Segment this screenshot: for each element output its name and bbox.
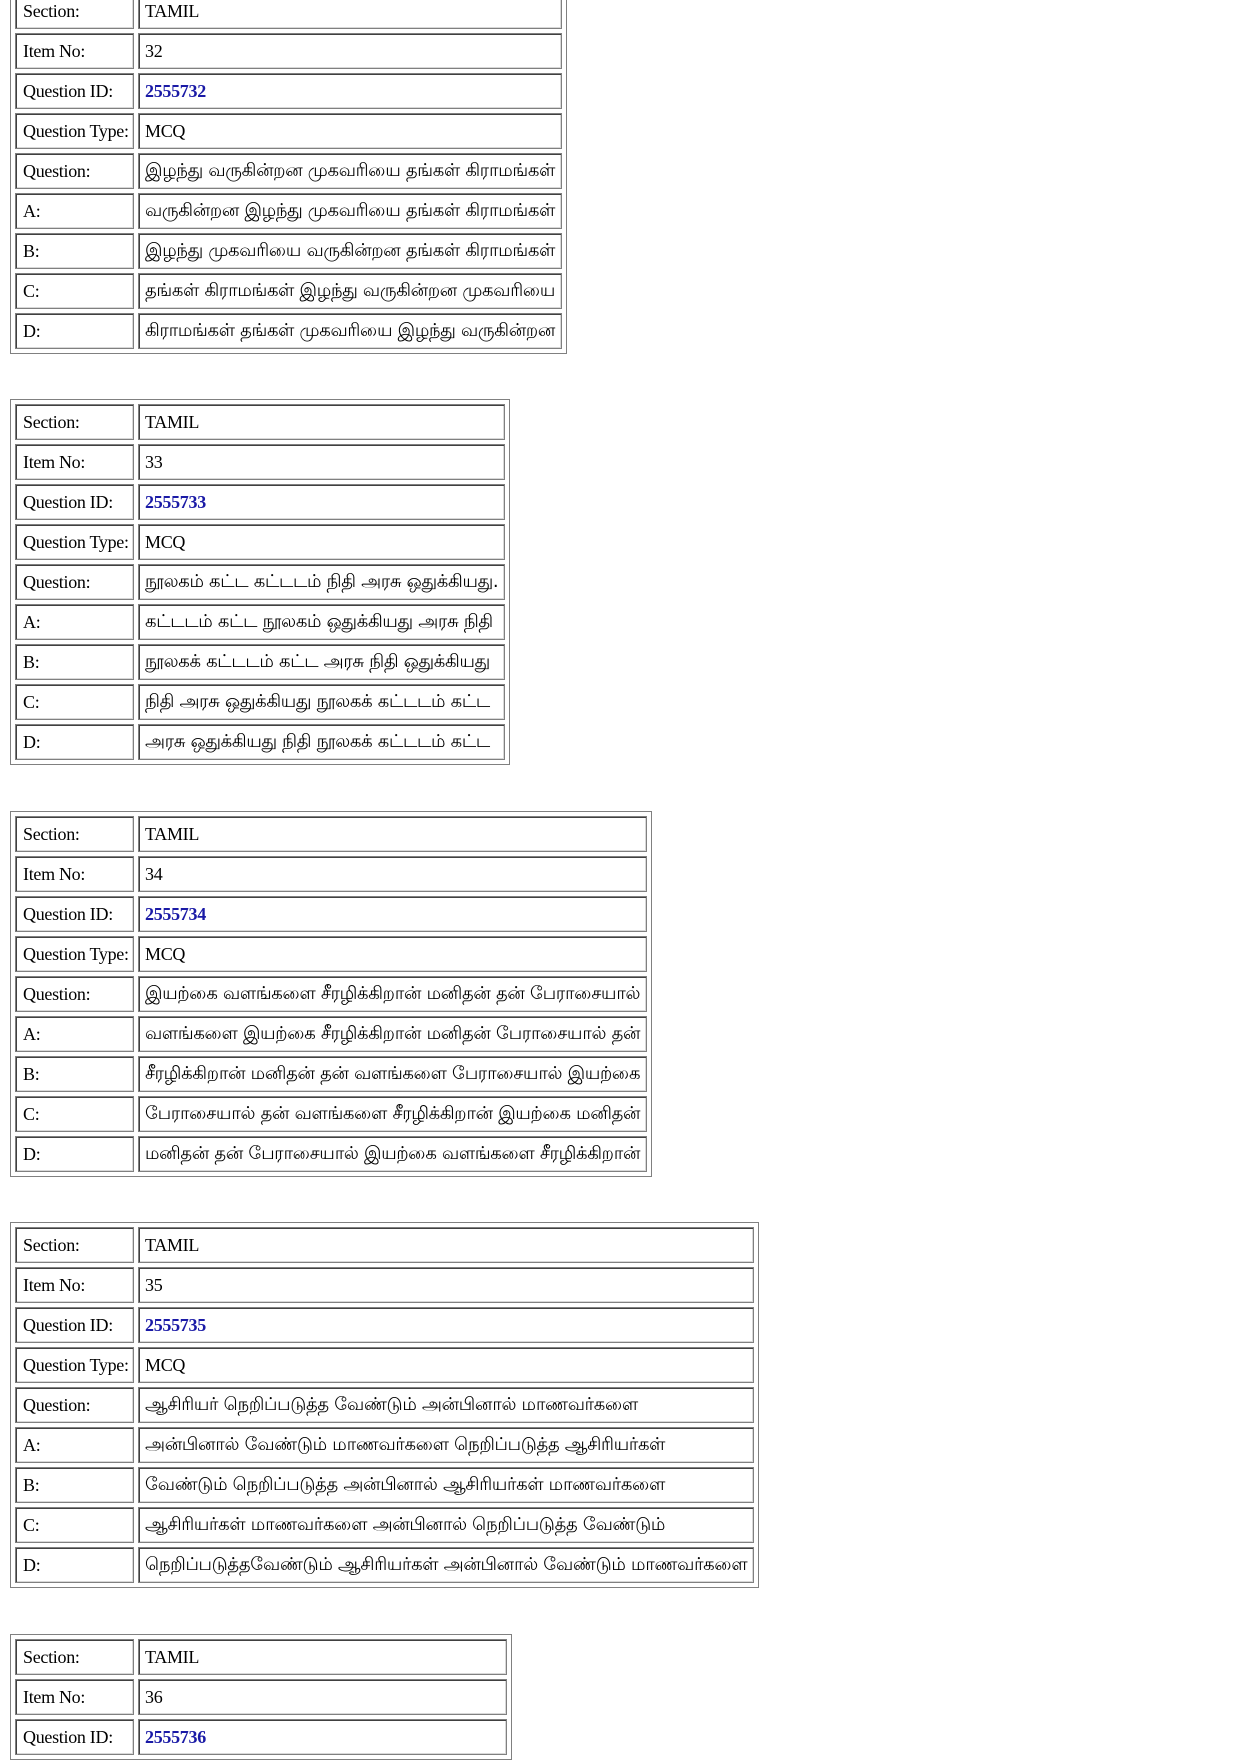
value-question-type: MCQ <box>138 524 505 560</box>
value-question: நூலகம் கட்ட கட்டடம் நிதி அரசு ஒதுக்கியது. <box>138 564 505 600</box>
value-question-id[interactable]: 2555733 <box>138 484 505 520</box>
label-option-d: D: <box>15 1136 134 1172</box>
label-section: Section: <box>15 816 134 852</box>
label-question-type: Question Type: <box>15 936 134 972</box>
value-option-c: பேராசையால் தன் வளங்களை சீரழிக்கிறான் இயற்கை மனிதன் <box>138 1096 647 1132</box>
value-option-b: வேண்டும் நெறிப்படுத்த அன்பினால் ஆசிரியர்கள் மாணவர்களை <box>138 1467 754 1503</box>
label-section: Section: <box>15 0 134 29</box>
label-item-no: Item No: <box>15 1267 134 1303</box>
row-option-a <box>15 193 562 229</box>
row-item-no <box>15 1267 754 1303</box>
label-question-type: Question Type: <box>15 113 134 149</box>
row-option-a <box>15 604 505 640</box>
label-option-d: D: <box>15 724 134 760</box>
label-item-no: Item No: <box>15 33 134 69</box>
label-question: Question: <box>15 1387 134 1423</box>
label-question-type: Question Type: <box>15 524 134 560</box>
value-item-no: 35 <box>138 1267 754 1303</box>
value-question: இழந்து வருகின்றன முகவரியை தங்கள் கிராமங்கள் <box>138 153 562 189</box>
label-question: Question: <box>15 153 134 189</box>
row-option-d <box>15 1136 647 1172</box>
row-question-id <box>15 1719 507 1755</box>
value-option-d: நெறிப்படுத்தவேண்டும் ஆசிரியர்கள் அன்பினால் வேண்டும் மாணவர்களை <box>138 1547 754 1583</box>
question-table-34 <box>10 811 652 1177</box>
row-option-d <box>15 724 505 760</box>
label-question-type: Question Type: <box>15 1347 134 1383</box>
row-option-b <box>15 233 562 269</box>
value-option-c: ஆசிரியர்கள் மாணவர்களை அன்பினால் நெறிப்படுத்த வேண்டும் <box>138 1507 754 1543</box>
value-option-a: வருகின்றன இழந்து முகவரியை தங்கள் கிராமங்கள் <box>138 193 562 229</box>
question-table-32 <box>10 0 567 354</box>
question-table-35 <box>10 1222 759 1588</box>
row-item-no <box>15 856 647 892</box>
value-question-id[interactable]: 2555736 <box>138 1719 507 1755</box>
row-question-id <box>15 896 647 932</box>
label-option-d: D: <box>15 1547 134 1583</box>
value-option-d: அரசு ஒதுக்கியது நிதி நூலகக் கட்டடம் கட்ட <box>138 724 505 760</box>
value-option-b: நூலகக் கட்டடம் கட்ட அரசு நிதி ஒதுக்கியது <box>138 644 505 680</box>
question-table-36 <box>10 1634 512 1760</box>
value-question-id[interactable]: 2555732 <box>138 73 562 109</box>
value-item-no: 34 <box>138 856 647 892</box>
label-option-b: B: <box>15 1056 134 1092</box>
row-question <box>15 976 647 1012</box>
value-option-a: வளங்களை இயற்கை சீரழிக்கிறான் மனிதன் பேராசையால் தன் <box>138 1016 647 1052</box>
row-option-d <box>15 1547 754 1583</box>
row-item-no <box>15 1679 507 1715</box>
label-option-d: D: <box>15 313 134 349</box>
row-option-c <box>15 1096 647 1132</box>
row-option-d <box>15 313 562 349</box>
value-question-type: MCQ <box>138 113 562 149</box>
row-option-a <box>15 1427 754 1463</box>
row-section <box>15 816 647 852</box>
value-option-b: இழந்து முகவரியை வருகின்றன தங்கள் கிராமங்கள் <box>138 233 562 269</box>
label-section: Section: <box>15 404 134 440</box>
row-item-no <box>15 33 562 69</box>
row-question-type <box>15 113 562 149</box>
row-question-type <box>15 524 505 560</box>
value-section: TAMIL <box>138 404 505 440</box>
value-option-c: நிதி அரசு ஒதுக்கியது நூலகக் கட்டடம் கட்ட <box>138 684 505 720</box>
row-question-type <box>15 936 647 972</box>
label-item-no: Item No: <box>15 856 134 892</box>
label-option-c: C: <box>15 273 134 309</box>
label-section: Section: <box>15 1639 134 1675</box>
row-item-no <box>15 444 505 480</box>
value-option-c: தங்கள் கிராமங்கள் இழந்து வருகின்றன முகவரியை <box>138 273 562 309</box>
row-option-c <box>15 684 505 720</box>
row-question <box>15 1387 754 1423</box>
row-question-id <box>15 484 505 520</box>
value-section: TAMIL <box>138 1639 507 1675</box>
row-section <box>15 1227 754 1263</box>
value-question-type: MCQ <box>138 1347 754 1383</box>
value-option-a: கட்டடம் கட்ட நூலகம் ஒதுக்கியது அரசு நிதி <box>138 604 505 640</box>
row-option-b <box>15 1467 754 1503</box>
label-option-a: A: <box>15 1016 134 1052</box>
value-question: இயற்கை வளங்களை சீரழிக்கிறான் மனிதன் தன் பேராசையால் <box>138 976 647 1012</box>
label-option-b: B: <box>15 644 134 680</box>
label-option-c: C: <box>15 684 134 720</box>
value-item-no: 36 <box>138 1679 507 1715</box>
row-question-id <box>15 1307 754 1343</box>
value-question-id[interactable]: 2555735 <box>138 1307 754 1343</box>
label-question-id: Question ID: <box>15 1307 134 1343</box>
row-question-id <box>15 73 562 109</box>
value-item-no: 32 <box>138 33 562 69</box>
row-question <box>15 153 562 189</box>
label-item-no: Item No: <box>15 1679 134 1715</box>
row-option-c <box>15 273 562 309</box>
value-option-d: மனிதன் தன் பேராசையால் இயற்கை வளங்களை சீரழிக்கிறான் <box>138 1136 647 1172</box>
row-section <box>15 404 505 440</box>
label-question-id: Question ID: <box>15 73 134 109</box>
row-question-type <box>15 1347 754 1383</box>
value-section: TAMIL <box>138 1227 754 1263</box>
label-question: Question: <box>15 564 134 600</box>
label-option-c: C: <box>15 1096 134 1132</box>
label-option-a: A: <box>15 193 134 229</box>
label-section: Section: <box>15 1227 134 1263</box>
value-question-id[interactable]: 2555734 <box>138 896 647 932</box>
row-option-b <box>15 1056 647 1092</box>
label-option-b: B: <box>15 233 134 269</box>
value-section: TAMIL <box>138 816 647 852</box>
row-section <box>15 1639 507 1675</box>
label-question: Question: <box>15 976 134 1012</box>
row-question <box>15 564 505 600</box>
label-option-a: A: <box>15 604 134 640</box>
row-option-b <box>15 644 505 680</box>
row-option-a <box>15 1016 647 1052</box>
question-table-33 <box>10 399 510 765</box>
label-question-id: Question ID: <box>15 484 134 520</box>
value-question-type: MCQ <box>138 936 647 972</box>
value-option-a: அன்பினால் வேண்டும் மாணவர்களை நெறிப்படுத்த ஆசிரியர்கள் <box>138 1427 754 1463</box>
value-option-d: கிராமங்கள் தங்கள் முகவரியை இழந்து வருகின்றன <box>138 313 562 349</box>
label-option-b: B: <box>15 1467 134 1503</box>
label-question-id: Question ID: <box>15 896 134 932</box>
value-question: ஆசிரியர் நெறிப்படுத்த வேண்டும் அன்பினால் மாணவர்களை <box>138 1387 754 1423</box>
label-item-no: Item No: <box>15 444 134 480</box>
row-section <box>15 0 562 29</box>
value-option-b: சீரழிக்கிறான் மனிதன் தன் வளங்களை பேராசையால் இயற்கை <box>138 1056 647 1092</box>
label-question-id: Question ID: <box>15 1719 134 1755</box>
row-option-c <box>15 1507 754 1543</box>
value-section: TAMIL <box>138 0 562 29</box>
label-option-c: C: <box>15 1507 134 1543</box>
value-item-no: 33 <box>138 444 505 480</box>
label-option-a: A: <box>15 1427 134 1463</box>
